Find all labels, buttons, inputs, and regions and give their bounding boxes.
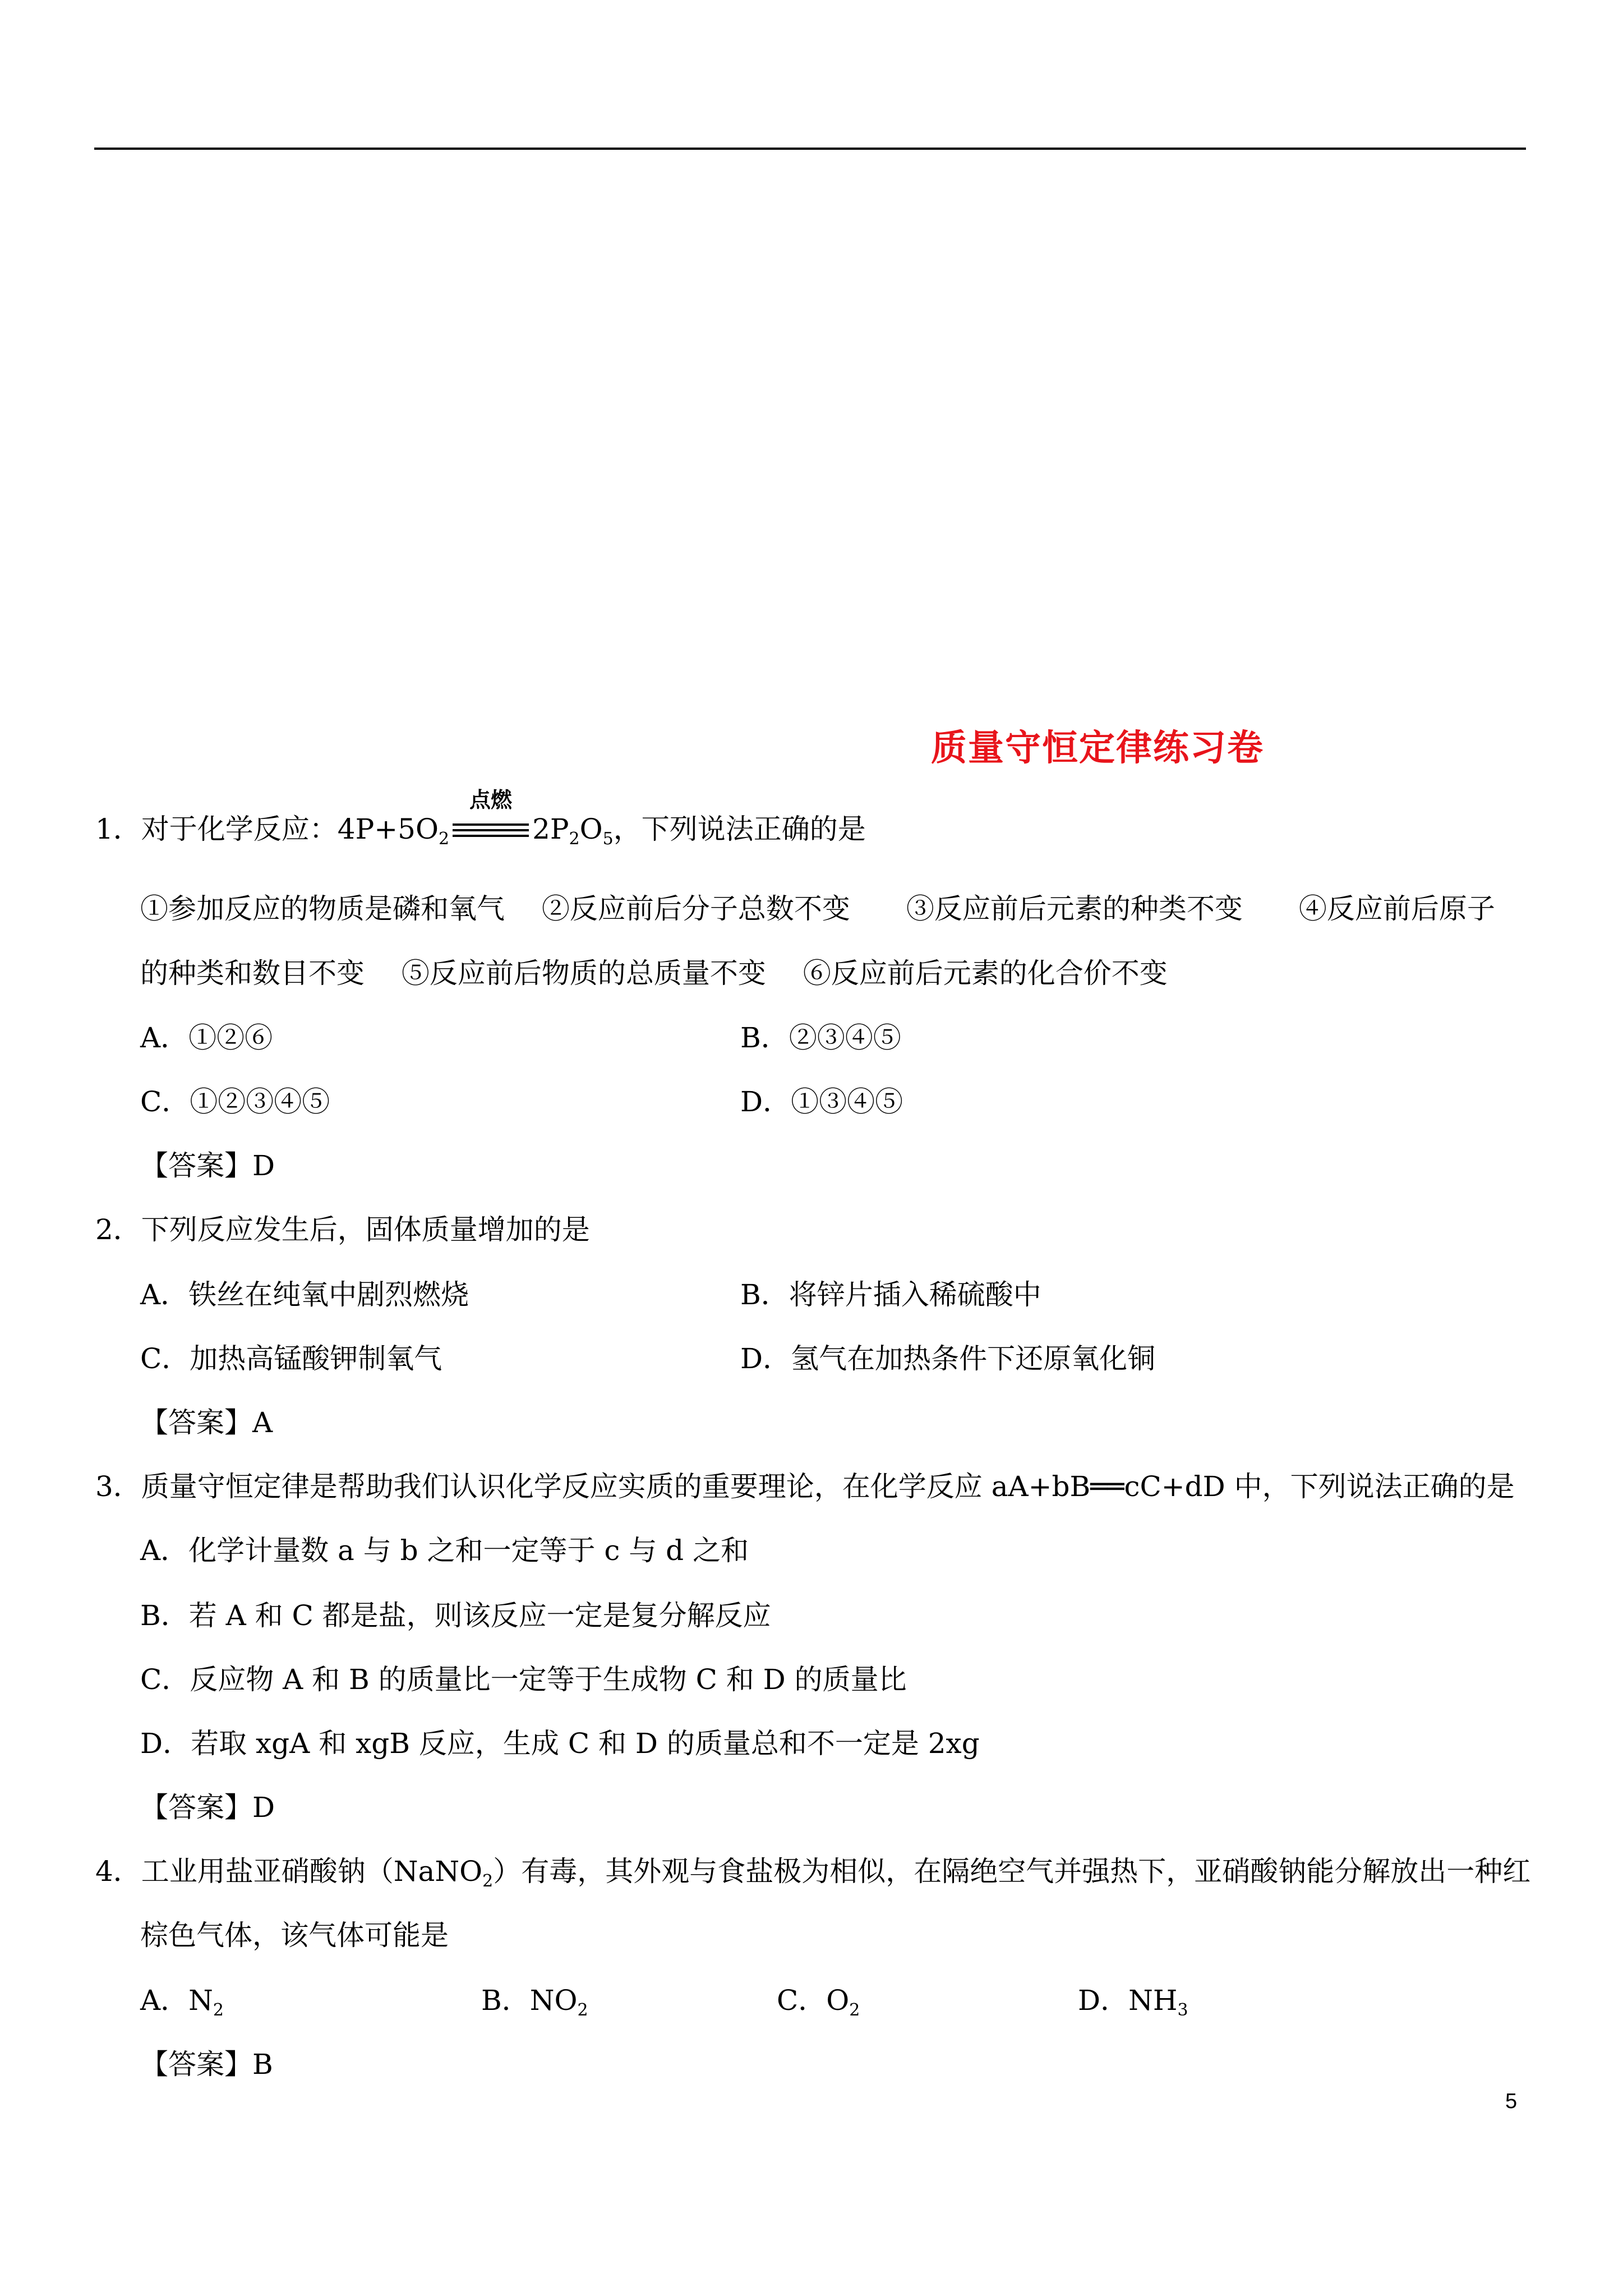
question-2-option-b: B．将锌片插入稀硫酸中 xyxy=(740,1278,1041,1311)
question-2-option-d: D．氢气在加热条件下还原氧化铜 xyxy=(740,1342,1156,1375)
question-3-answer: 【答案】D xyxy=(140,1791,275,1824)
question-1-statements-line-1: ①参加反应的物质是磷和氧气 ②反应前后分子总数不变 ③反应前后元素的种类不变 ④反应前后原子 xyxy=(140,892,1495,925)
question-3-option-d: D．若取 xgA 和 xgB 反应，生成 C 和 D 的质量总和不一定是 2xg xyxy=(140,1727,980,1760)
question-4-stem: 4．工业用盐亚硝酸钠（NaNO$_2$）有毒，其外观与食盐极为相似，在隔绝空气并强热下，亚硝酸钠能分解放出一种红 xyxy=(95,1855,1531,1891)
question-1-option-b: B．②③④⑤ xyxy=(740,1022,901,1054)
question-3-option-a: A．化学计量数 a 与 b 之和一定等于 c 与 d 之和 xyxy=(140,1534,749,1567)
question-1-option-d: D．①③④⑤ xyxy=(740,1085,903,1118)
page-number: 5 xyxy=(1505,2090,1518,2113)
question-4-option-b: B．$NO_2$ xyxy=(481,1984,588,2020)
question-4-option-a: A．$N_2$ xyxy=(140,1984,224,2020)
question-2-stem: 2．下列反应发生后，固体质量增加的是 xyxy=(95,1213,590,1246)
reaction-condition-equals: 点燃 xyxy=(451,812,530,846)
header-rule xyxy=(94,148,1526,150)
question-4-option-c: C．$O_2$ xyxy=(777,1984,860,2020)
question-2-answer: 【答案】A xyxy=(140,1406,273,1439)
question-3-option-b: B．若 A 和 C 都是盐，则该反应一定是复分解反应 xyxy=(140,1599,771,1632)
question-4-option-d: D．$NH_3$ xyxy=(1078,1984,1188,2020)
question-4-stem-line-2: 棕色气体，该气体可能是 xyxy=(140,1919,449,1952)
question-2-option-c: C．加热高锰酸钾制氧气 xyxy=(140,1342,442,1375)
question-1-statements-line-2: 的种类和数目不变 ⑤反应前后物质的总质量不变 ⑥反应前后元素的化合价不变 xyxy=(140,957,1168,990)
question-3-option-c: C．反应物 A 和 B 的质量比一定等于生成物 C 和 D 的质量比 xyxy=(140,1663,907,1696)
question-2-option-a: A．铁丝在纯氧中剧烈燃烧 xyxy=(140,1278,469,1311)
question-1-option-a: A．①②⑥ xyxy=(140,1022,273,1054)
question-3-stem: 3．质量守恒定律是帮助我们认识化学反应实质的重要理论，在化学反应 aA+bB══cC+dD 中，下列说法正确的是 xyxy=(95,1470,1515,1503)
question-1-answer: 【答案】D xyxy=(140,1149,275,1182)
question-4-answer: 【答案】B xyxy=(140,2048,273,2081)
question-1-option-c: C．①②③④⑤ xyxy=(140,1085,330,1118)
question-1-stem: 1．对于化学反应：$4P+5O_2$ 点燃 $2P_2O_5$，下列说法正确的是 xyxy=(95,788,866,849)
page-title: 质量守恒定律练习卷 xyxy=(931,728,1264,769)
